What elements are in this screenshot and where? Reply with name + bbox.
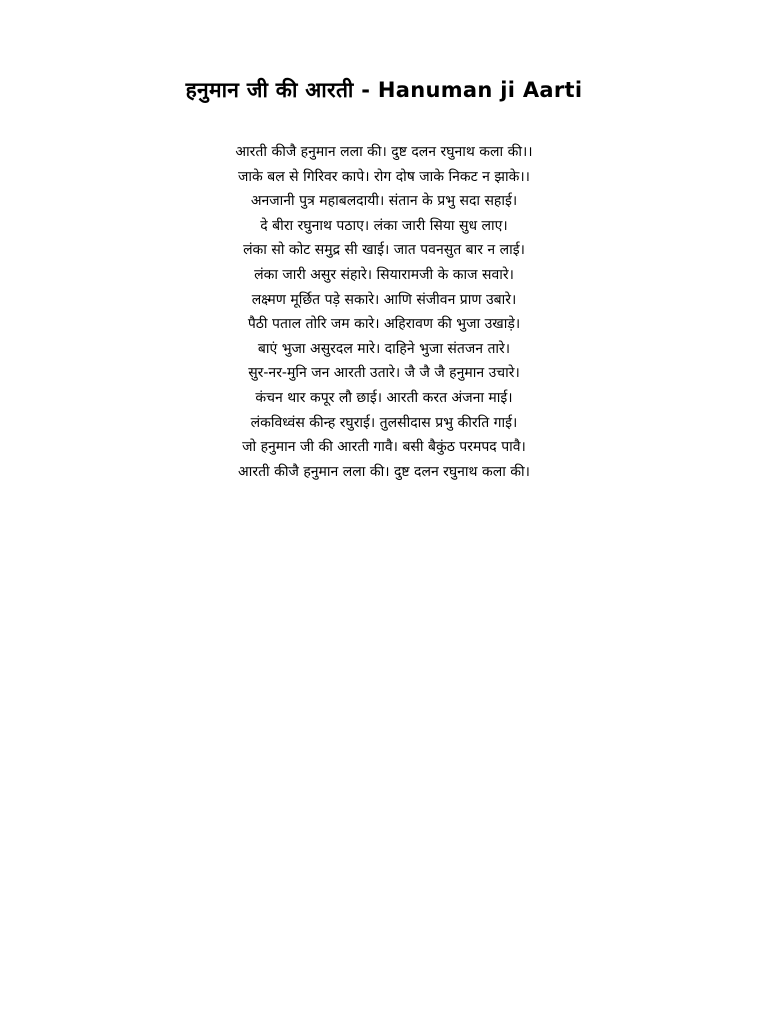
verse-line-8: पैठी पताल तोरि जम कारे। अहिरावण की भुजा उखाड़े। bbox=[247, 316, 521, 333]
verse-list bbox=[0, 140, 768, 484]
verse-line-11: कंचन थार कपूर लौ छाई। आरती करत अंजना माई। bbox=[255, 389, 513, 406]
verse-line-12: लंकविध्वंस कीन्ह रघुराई। तुलसीदास प्रभु कीरति गाई। bbox=[250, 414, 518, 431]
verse-line-1: आरती कीजै हनुमान लला की। दुष्ट दलन रघुनाथ कला की।। bbox=[235, 144, 533, 160]
verse-line-2: जाके बल से गिरिवर कापे। रोग दोष जाके निकट न झाके।। bbox=[238, 168, 530, 185]
verse-line-7: लक्ष्मण मूर्छित पड़े सकारे। आणि संजीवन प्राण उबारे। bbox=[251, 291, 517, 308]
verse-line-5: लंका सो कोट समुद्र सी खाई। जात पवनसुत बार न लाई। bbox=[243, 242, 525, 259]
verse-line-4: दे बीरा रघुनाथ पठाए। लंका जारी सिया सुध लाए। bbox=[260, 217, 508, 234]
verse-line-3: अनजानी पुत्र महाबलदायी। संतान के प्रभु सदा सहाई। bbox=[250, 193, 518, 210]
verse-line-10: सुर-नर-मुनि जन आरती उतारे। जै जै जै हनुमान उचारे। bbox=[248, 365, 520, 382]
verse-line-6: लंका जारी असुर संहारे। सियारामजी के काज सवारे। bbox=[254, 266, 514, 283]
verse-line-14: आरती कीजै हनुमान लला की। दुष्ट दलन रघुनाथ कला की। bbox=[238, 463, 530, 480]
document-title: हनुमान जी की आरती - Hanuman ji Aarti bbox=[185, 78, 583, 102]
verse-line-13: जो हनुमान जी की आरती गावै। बसी बैकुंठ परमपद पावै। bbox=[242, 439, 526, 456]
verse-line-9: बाएं भुजा असुरदल मारे। दाहिने भुजा संतजन तारे। bbox=[257, 340, 511, 357]
